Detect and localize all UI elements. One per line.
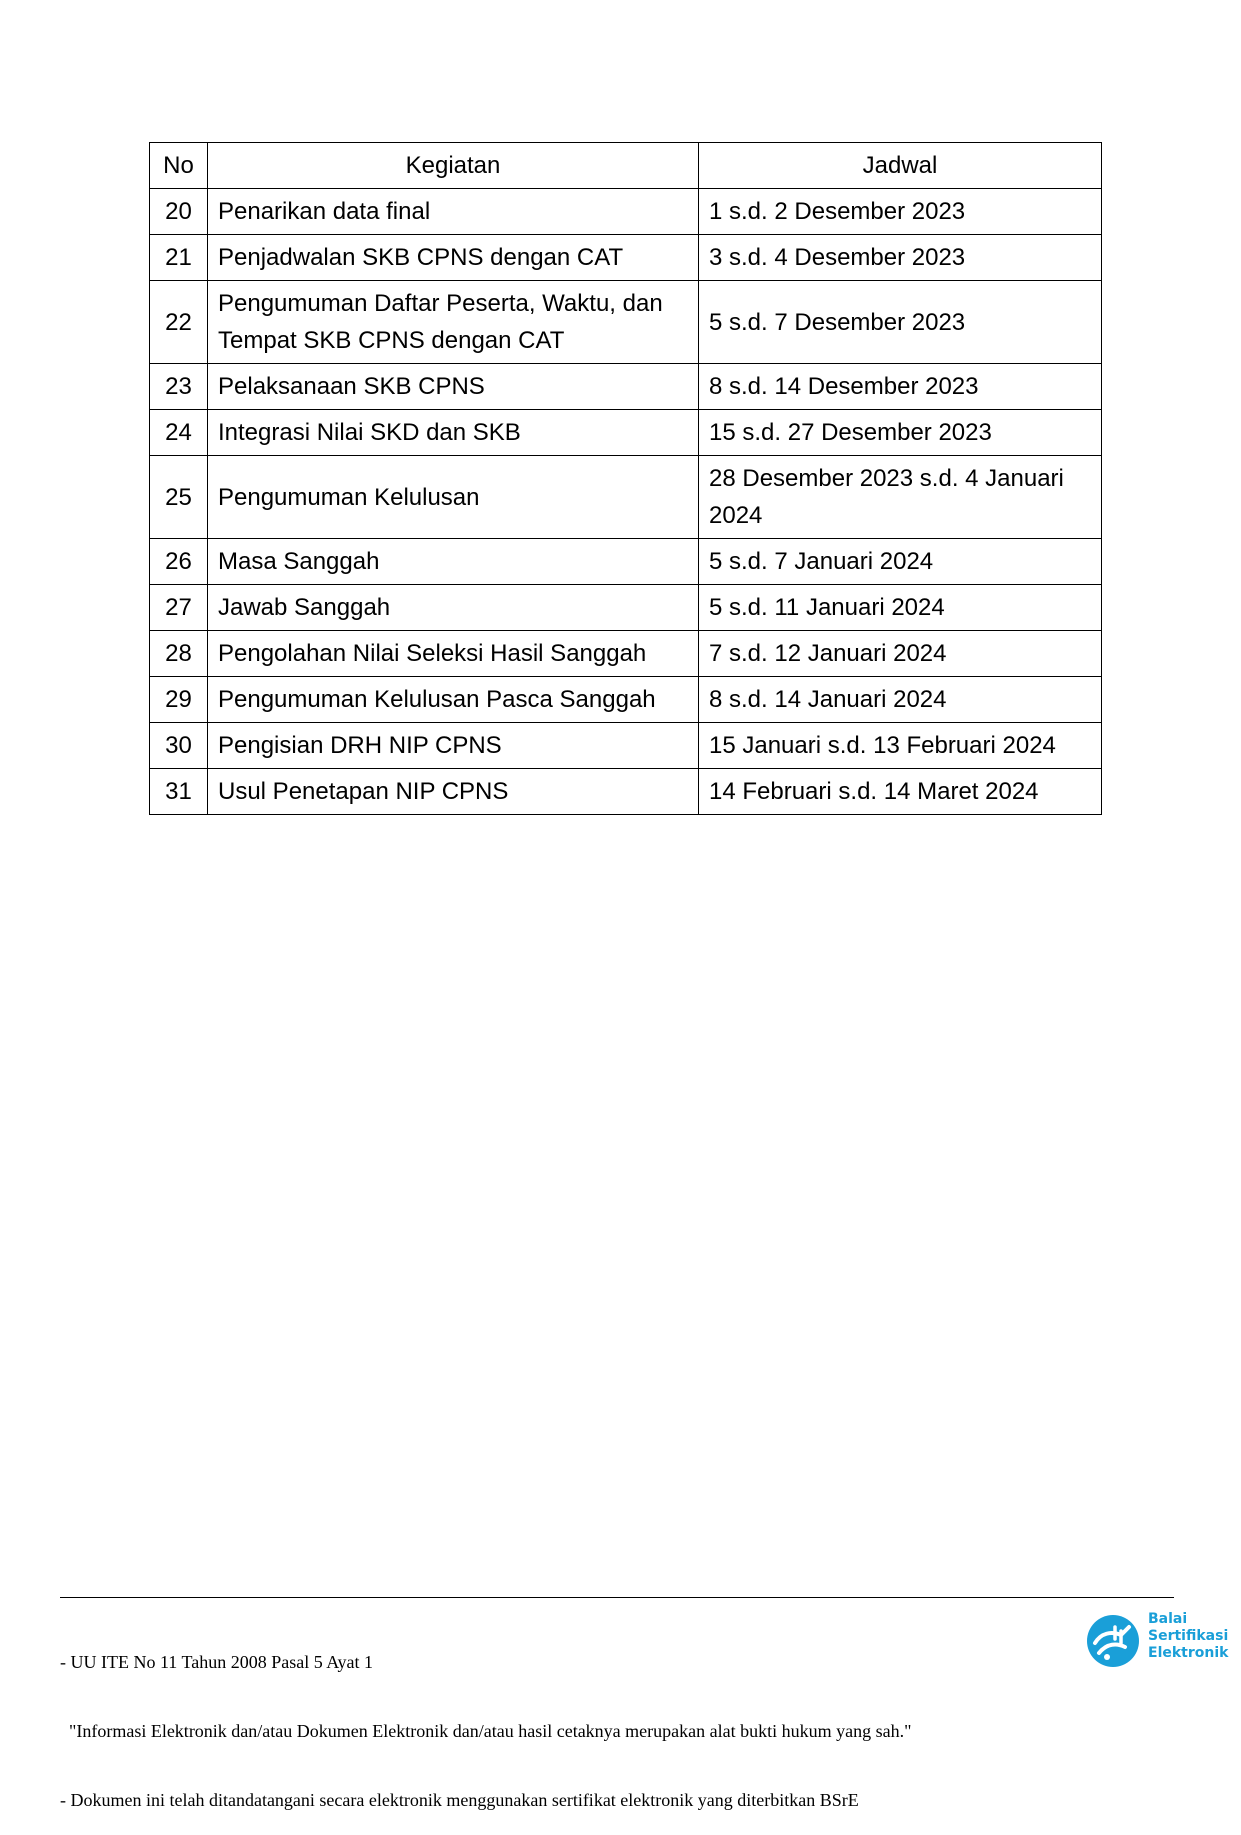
row-kegiatan: Penjadwalan SKB CPNS dengan CAT (208, 235, 699, 281)
row-no: 24 (150, 410, 208, 456)
table-row (150, 281, 1102, 364)
table-row (150, 410, 1102, 456)
footer-line-signature: - Dokumen ini telah ditandatangani secara elektronik menggunakan sertifikat elektronik yang diterbitkan BSrE (60, 1790, 859, 1810)
row-jadwal: 15 Januari s.d. 13 Februari 2024 (699, 723, 1102, 769)
table-row (150, 189, 1102, 235)
row-no: 21 (150, 235, 208, 281)
row-no: 31 (150, 769, 208, 815)
bsre-logo-icon (1085, 1613, 1141, 1669)
row-kegiatan: Pengumuman Kelulusan (208, 456, 699, 539)
bsre-logo-line3: Elektronik (1148, 1645, 1229, 1661)
row-kegiatan: Pengisian DRH NIP CPNS (208, 723, 699, 769)
row-jadwal: 14 Februari s.d. 14 Maret 2024 (699, 769, 1102, 815)
schedule-table (149, 142, 1102, 815)
table-row (150, 631, 1102, 677)
row-no: 26 (150, 539, 208, 585)
row-kegiatan: Jawab Sanggah (208, 585, 699, 631)
row-jadwal: 15 s.d. 27 Desember 2023 (699, 410, 1102, 456)
table-row (150, 364, 1102, 410)
footer-divider (60, 1597, 1174, 1598)
table-row (150, 585, 1102, 631)
row-no: 28 (150, 631, 208, 677)
row-jadwal: 3 s.d. 4 Desember 2023 (699, 235, 1102, 281)
table-row (150, 723, 1102, 769)
row-kegiatan: Pengolahan Nilai Seleksi Hasil Sanggah (208, 631, 699, 677)
row-no: 25 (150, 456, 208, 539)
header-jadwal: Jadwal (699, 143, 1102, 189)
table-row (150, 769, 1102, 815)
row-kegiatan: Integrasi Nilai SKD dan SKB (208, 410, 699, 456)
row-jadwal: 28 Desember 2023 s.d. 4 Januari 2024 (699, 456, 1102, 539)
row-jadwal: 7 s.d. 12 Januari 2024 (699, 631, 1102, 677)
bsre-logo (1085, 1611, 1235, 1671)
table-row (150, 456, 1102, 539)
row-kegiatan: Pengumuman Kelulusan Pasca Sanggah (208, 677, 699, 723)
table-row (150, 677, 1102, 723)
row-kegiatan: Pengumuman Daftar Peserta, Waktu, dan Tempat SKB CPNS dengan CAT (208, 281, 699, 364)
footer-line-quote: "Informasi Elektronik dan/atau Dokumen Elektronik dan/atau hasil cetaknya merupakan alat bukti hukum yang sah." (60, 1721, 912, 1741)
row-no: 27 (150, 585, 208, 631)
row-no: 20 (150, 189, 208, 235)
bsre-logo-text (1148, 1611, 1228, 1662)
row-no: 29 (150, 677, 208, 723)
row-kegiatan: Usul Penetapan NIP CPNS (208, 769, 699, 815)
bsre-logo-line1: Balai (1148, 1611, 1188, 1627)
bsre-logo-line2: Sertifikasi (1148, 1628, 1229, 1644)
row-jadwal: 5 s.d. 7 Januari 2024 (699, 539, 1102, 585)
footer-line-law: - UU ITE No 11 Tahun 2008 Pasal 5 Ayat 1 (60, 1652, 374, 1672)
row-kegiatan: Masa Sanggah (208, 539, 699, 585)
header-no: No (150, 143, 208, 189)
table-row (150, 235, 1102, 281)
row-no: 23 (150, 364, 208, 410)
row-no: 22 (150, 281, 208, 364)
table-row (150, 539, 1102, 585)
row-jadwal: 8 s.d. 14 Desember 2023 (699, 364, 1102, 410)
row-jadwal: 5 s.d. 7 Desember 2023 (699, 281, 1102, 364)
row-kegiatan: Penarikan data final (208, 189, 699, 235)
row-kegiatan: Pelaksanaan SKB CPNS (208, 364, 699, 410)
header-kegiatan: Kegiatan (208, 143, 699, 189)
row-jadwal: 5 s.d. 11 Januari 2024 (699, 585, 1102, 631)
row-jadwal: 1 s.d. 2 Desember 2023 (699, 189, 1102, 235)
table-header-row (150, 143, 1102, 189)
table-body (150, 189, 1102, 815)
row-jadwal: 8 s.d. 14 Januari 2024 (699, 677, 1102, 723)
row-no: 30 (150, 723, 208, 769)
footer-disclaimer (60, 1605, 911, 1835)
